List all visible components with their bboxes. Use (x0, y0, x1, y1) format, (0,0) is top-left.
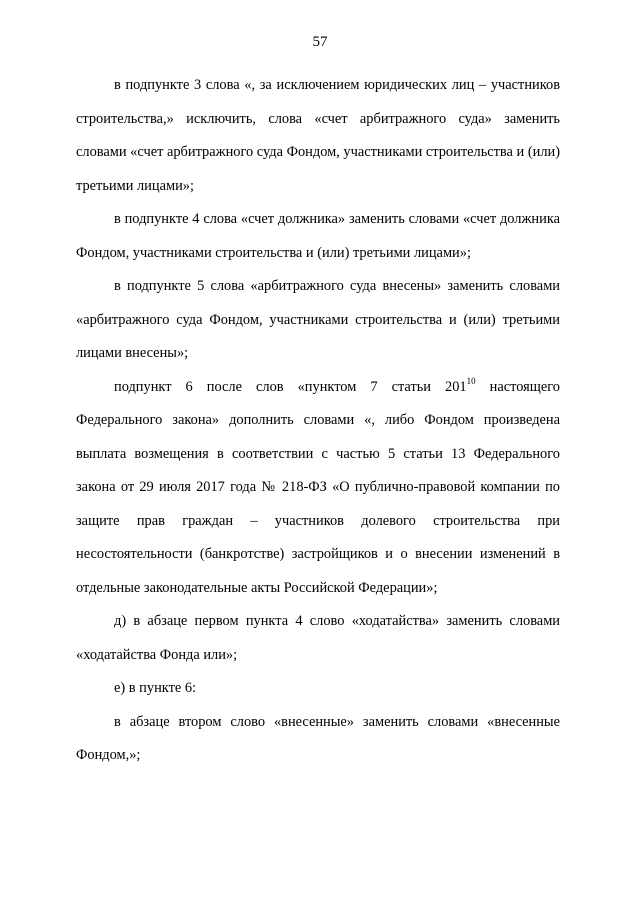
page-number: 57 (312, 34, 328, 50)
document-body (76, 69, 560, 773)
paragraph-subpoint-6-rest: настоящего Федерального закона» дополнить словами «, либо Фондом произведена выплата возмещения в соответствии с частью 5 статьи 13 Федерального закона от 29 июля 2017 года № 218-ФЗ «О публично-правовой компании по защите прав граждан – участников долевого строительства при несостоятельности (банкротстве) застройщиков и о внесении изменений в отдельные законодательные акты Российской Федерации»; (76, 378, 560, 596)
article-superscript: 10 (466, 375, 476, 386)
paragraph-item-e: е) в пункте 6: (114, 680, 197, 696)
paragraph-subpoint-6-start: подпункт 6 после слов «пунктом 7 статьи 201 (114, 378, 467, 395)
paragraph-item-d: д) в абзаце первом пункта 4 слово «ходатайства» заменить словами «ходатайства Фонда или»; (76, 613, 560, 663)
paragraph-subpoint-5: в подпункте 5 слова «арбитражного суда внесены» заменить словами «арбитражного суда Фондом, участниками строительства и (или) третьими лицами внесены»; (76, 278, 560, 361)
paragraph-second-abzac: в абзаце втором слово «внесенные» заменить словами «внесенные Фондом,»; (76, 713, 560, 763)
paragraph-subpoint-6 (76, 371, 560, 606)
paragraph-subpoint-3: в подпункте 3 слова «, за исключением юридических лиц – участников строительства,» исключить, слова «счет арбитражного суда» заменить словами «счет арбитражного суда Фондом, участниками строительства и (или) третьими лицами»; (76, 77, 560, 194)
paragraph-subpoint-4: в подпункте 4 слова «счет должника» заменить словами «счет должника Фондом, участниками строительства и (или) третьими лицами»; (76, 211, 560, 261)
